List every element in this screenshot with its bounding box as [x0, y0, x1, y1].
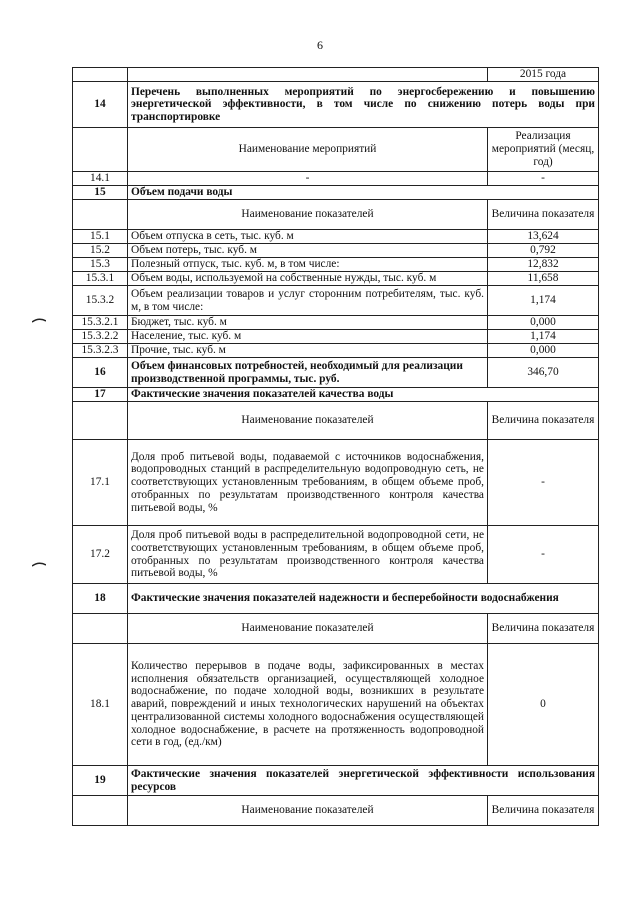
row-name: -	[128, 172, 488, 186]
row-name: Объем отпуска в сеть, тыс. куб. м	[128, 230, 488, 244]
empty-cell	[73, 402, 128, 440]
empty-cell	[73, 614, 128, 644]
row-value: 0,000	[488, 316, 599, 330]
table-row	[73, 440, 599, 526]
row-number: 18.1	[73, 644, 128, 766]
table-row	[73, 272, 599, 286]
table-row	[73, 258, 599, 272]
row-value: 0,000	[488, 344, 599, 358]
table-row	[73, 286, 599, 316]
section-17-title-row	[73, 388, 599, 402]
row-number: 15.2	[73, 244, 128, 258]
column-header-value: Величина показателя	[488, 200, 599, 230]
section-title: Перечень выполненных мероприятий по энергосбережению и повышению энергетической эффективности, в том числе по снижению потерь воды при транспортировке	[128, 82, 599, 128]
page-number: 6	[317, 38, 323, 52]
section-title: Фактические значения показателей качества воды	[128, 388, 599, 402]
column-header-name: Наименование показателей	[128, 200, 488, 230]
row-value: 346,70	[488, 358, 599, 388]
row-value: 13,624	[488, 230, 599, 244]
section-number: 16	[73, 358, 128, 388]
scan-mark-2	[32, 562, 46, 566]
row-number: 15.3.2.2	[73, 330, 128, 344]
report-table	[72, 67, 599, 826]
row-number: 17.2	[73, 526, 128, 584]
section-17-header-row	[73, 402, 599, 440]
column-header-name: Наименование показателей	[128, 796, 488, 826]
row-value: 0,792	[488, 244, 599, 258]
column-header-name: Наименование показателей	[128, 402, 488, 440]
column-header-value: Реализация мероприятий (месяц, год)	[488, 128, 599, 172]
row-name: Доля проб питьевой воды в распределительной водопроводной сети, не соответствующих установленным требованиям, в общем объеме проб, отобранных по результатам производственного контроля качества питьевой воды, %	[128, 526, 488, 584]
section-number: 19	[73, 766, 128, 796]
table-row	[73, 172, 599, 186]
section-14-header-row	[73, 128, 599, 172]
row-number: 17.1	[73, 440, 128, 526]
section-number: 18	[73, 584, 128, 614]
table-row	[73, 330, 599, 344]
section-title: Фактические значения показателей энергетической эффективности использования ресурсов	[128, 766, 599, 796]
column-header-name: Наименование мероприятий	[128, 128, 488, 172]
row-value: -	[488, 172, 599, 186]
row-name: Объем воды, используемой на собственные нужды, тыс. куб. м	[128, 272, 488, 286]
row-name: Количество перерывов в подаче воды, зафиксированных в местах исполнения обязательств организацией, осуществляющей холодное водоснабжение, по подаче холодной воды, возникших в результате аварий, повреждений и иных технологических нарушений на объектах централизованной системы холодного водоснабжения осуществляющей холодное водоснабжение, в расчете на протяженность водопроводной сети в год, (ед./км)	[128, 644, 488, 766]
year-header-row	[73, 68, 599, 82]
section-16-row	[73, 358, 599, 388]
row-value: -	[488, 440, 599, 526]
row-name: Объем реализации товаров и услуг сторонним потребителям, тыс. куб. м, в том числе:	[128, 286, 488, 316]
row-number: 14.1	[73, 172, 128, 186]
row-name: Бюджет, тыс. куб. м	[128, 316, 488, 330]
row-number: 15.3.2	[73, 286, 128, 316]
row-number: 15.3.1	[73, 272, 128, 286]
row-value: 1,174	[488, 330, 599, 344]
empty-cell	[128, 68, 488, 82]
section-number: 14	[73, 82, 128, 128]
row-value: 1,174	[488, 286, 599, 316]
row-value: 0	[488, 644, 599, 766]
section-14-title-row	[73, 82, 599, 128]
table-row	[73, 230, 599, 244]
row-number: 15.3.2.3	[73, 344, 128, 358]
table-row	[73, 244, 599, 258]
section-title: Объем финансовых потребностей, необходимый для реализации производственной программы, тыс. руб.	[128, 358, 488, 388]
row-name: Объем потерь, тыс. куб. м	[128, 244, 488, 258]
column-header-name: Наименование показателей	[128, 614, 488, 644]
row-number: 15.1	[73, 230, 128, 244]
row-name: Прочие, тыс. куб. м	[128, 344, 488, 358]
table-row	[73, 344, 599, 358]
row-number: 15.3.2.1	[73, 316, 128, 330]
row-value: 12,832	[488, 258, 599, 272]
section-18-header-row	[73, 614, 599, 644]
column-header-value: Величина показателя	[488, 614, 599, 644]
empty-cell	[73, 128, 128, 172]
section-number: 17	[73, 388, 128, 402]
column-header-value: Величина показателя	[488, 796, 599, 826]
row-name: Полезный отпуск, тыс. куб. м, в том числе:	[128, 258, 488, 272]
scan-mark-1	[32, 318, 46, 322]
empty-cell	[73, 68, 128, 82]
section-19-header-row	[73, 796, 599, 826]
year-header: 2015 года	[488, 68, 599, 82]
section-15-header-row	[73, 200, 599, 230]
row-value: 11,658	[488, 272, 599, 286]
empty-cell	[73, 796, 128, 826]
section-number: 15	[73, 186, 128, 200]
row-value: -	[488, 526, 599, 584]
section-19-title-row	[73, 766, 599, 796]
row-number: 15.3	[73, 258, 128, 272]
section-title: Фактические значения показателей надежности и бесперебойности водоснабжения	[128, 584, 599, 614]
section-18-title-row	[73, 584, 599, 614]
empty-cell	[73, 200, 128, 230]
table-row	[73, 316, 599, 330]
section-15-title-row	[73, 186, 599, 200]
row-name: Доля проб питьевой воды, подаваемой с источников водоснабжения, водопроводных станций в распределительную водопроводную сеть, не соответствующих установленным требованиям, в общем объеме проб, отобранных по результатам производственного контроля качества питьевой воды, %	[128, 440, 488, 526]
section-title: Объем подачи воды	[128, 186, 599, 200]
column-header-value: Величина показателя	[488, 402, 599, 440]
table-row	[73, 644, 599, 766]
row-name: Население, тыс. куб. м	[128, 330, 488, 344]
table-row	[73, 526, 599, 584]
